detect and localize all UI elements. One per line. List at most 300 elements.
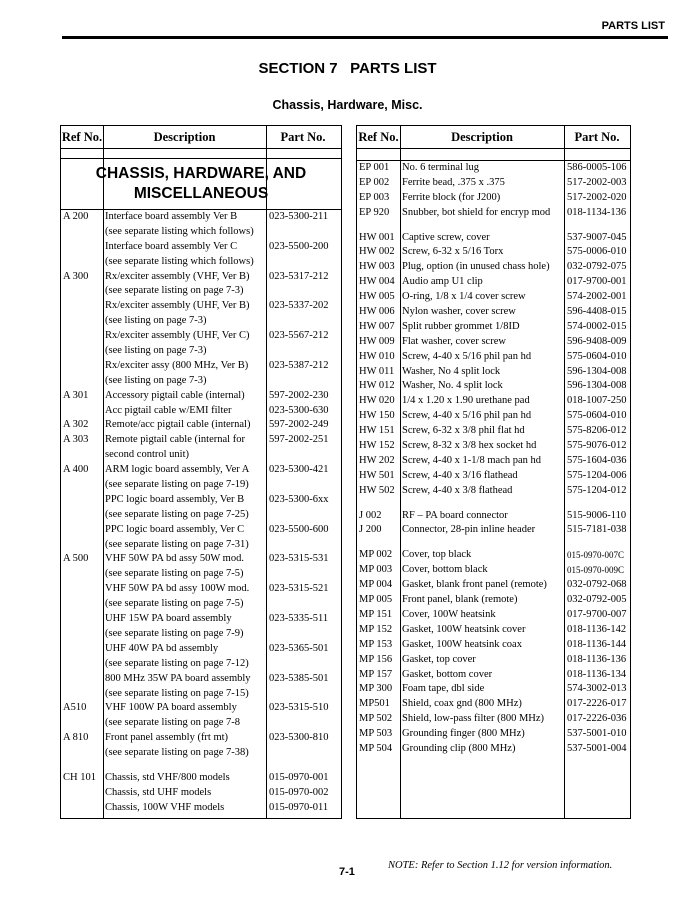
description-cell: (see separate listing on page 7-8	[105, 717, 240, 729]
description-cell: Front panel assembly (frt mt)	[105, 732, 229, 744]
description-cell: Screw, 6-32 x 5/16 Torx	[402, 246, 504, 258]
table-row	[61, 329, 341, 344]
ref-cell	[61, 240, 103, 255]
part-number-cell	[266, 538, 340, 553]
ref-cell	[61, 284, 103, 299]
description-cell: Acc pigtail cable w/EMI filter	[105, 404, 232, 416]
table-row	[61, 657, 341, 672]
ref-cell	[61, 329, 103, 344]
ref-cell: MP 004	[359, 579, 393, 591]
ref-cell: EP 001	[359, 162, 390, 173]
ref-cell	[61, 687, 103, 702]
ref-cell	[61, 404, 103, 419]
description-cell: Screw, 8-32 x 3/8 hex socket hd	[402, 440, 537, 452]
part-number-cell: 574-0002-015	[567, 320, 627, 332]
ref-cell: J 002	[359, 509, 382, 521]
description-cell: (see separate listing on page 7-19)	[105, 479, 249, 491]
table-row	[61, 672, 341, 687]
part-number-cell: 575-8206-012	[567, 425, 627, 437]
description-cell: (see separate listing on page 7-38)	[105, 747, 249, 759]
table-row	[61, 508, 341, 523]
table-row	[61, 612, 341, 627]
description-cell: Grounding clip (800 MHz)	[402, 742, 516, 754]
part-number-cell: 023-5315-521	[269, 583, 329, 595]
ref-cell: A 303	[63, 434, 89, 446]
ref-cell	[61, 612, 103, 627]
description-cell: Gasket, bottom cover	[402, 668, 493, 680]
description-cell: second control unit)	[105, 449, 189, 461]
section-title: SECTION 7 PARTS LIST	[258, 60, 437, 77]
ref-cell: MP 504	[359, 742, 393, 754]
description-cell: Foam tape, dbl side	[402, 683, 485, 695]
table-row	[61, 552, 341, 567]
part-number-cell: 023-5500-600	[269, 523, 329, 535]
table-row	[357, 305, 630, 320]
part-number-cell: 537-5001-010	[567, 728, 627, 740]
part-number-cell: 575-0604-010	[567, 410, 627, 422]
table-row	[357, 409, 630, 424]
description-cell: Washer, No. 4 split lock	[402, 380, 503, 392]
table-row	[357, 638, 630, 653]
ref-cell: MP501	[359, 698, 390, 710]
part-number-cell: 023-5337-202	[269, 300, 329, 312]
part-number-cell	[266, 597, 340, 612]
table-row	[61, 627, 341, 642]
ref-cell: MP 502	[359, 713, 393, 725]
table-row	[61, 493, 341, 508]
part-number-cell: 017-9700-001	[567, 276, 627, 288]
table-row	[61, 801, 341, 816]
parts-table-left	[60, 125, 342, 819]
row-spacer	[61, 761, 341, 771]
table-body	[61, 210, 341, 816]
table-row	[357, 161, 630, 176]
table-row	[61, 418, 341, 433]
part-number-cell: 023-5387-212	[269, 359, 329, 371]
ref-cell: A 200	[63, 211, 89, 222]
parts-table-right	[356, 125, 631, 819]
description-cell: Chassis, 100W VHF models	[105, 801, 225, 813]
part-number-cell: 015-0970-007C	[567, 550, 624, 561]
description-cell: Cover, top black	[402, 549, 472, 561]
table-row	[61, 270, 341, 285]
desc-header: Description	[451, 129, 513, 144]
description-cell: Screw, 6-32 x 3/8 phil flat hd	[402, 425, 525, 437]
table-row	[61, 746, 341, 761]
table-row	[61, 374, 341, 389]
ref-cell: HW 020	[359, 395, 395, 407]
description-cell: Split rubber grommet 1/8ID	[402, 320, 520, 332]
ref-cell	[61, 314, 103, 329]
part-number-cell	[266, 687, 340, 702]
table-row	[61, 404, 341, 419]
page-number: 7-1	[339, 866, 355, 878]
description-cell: Connector, 28-pin inline header	[402, 524, 536, 536]
ref-cell: MP 152	[359, 623, 393, 635]
part-number-cell: 596-4408-015	[567, 306, 627, 318]
description-cell: VHF 50W PA bd assy 50W mod.	[105, 553, 244, 565]
table-row	[357, 176, 630, 191]
description-cell: Rx/exciter assembly (UHF, Ver C)	[105, 330, 250, 342]
description-cell: (see separate listing on page 7-3)	[105, 285, 244, 297]
table-body	[357, 161, 630, 757]
description-cell: Chassis, std VHF/800 models	[105, 771, 230, 783]
ref-cell: HW 150	[359, 410, 395, 422]
table-header	[357, 126, 630, 149]
table-row	[357, 697, 630, 712]
description-cell: (see listing on page 7-3)	[105, 345, 207, 357]
part-number-cell: 015-0970-001	[269, 771, 329, 783]
table-row	[61, 523, 341, 538]
part-number-cell: 018-1007-250	[567, 395, 627, 407]
part-number-cell: 515-7181-038	[567, 524, 627, 536]
ref-cell	[61, 672, 103, 687]
part-number-cell	[266, 746, 340, 761]
ref-cell: HW 501	[359, 469, 395, 481]
ref-cell: HW 003	[359, 261, 395, 273]
ref-cell	[61, 359, 103, 374]
part-number-cell: 537-9007-045	[567, 231, 627, 243]
part-number-cell	[266, 567, 340, 582]
table-row	[357, 245, 630, 260]
ref-cell	[61, 642, 103, 657]
ref-cell: MP 157	[359, 668, 393, 680]
part-number-cell: 023-5300-6xx	[269, 493, 329, 505]
description-cell: Rx/exciter assy (800 MHz, Ver B)	[105, 359, 249, 371]
part-number-cell: 018-1136-136	[567, 653, 627, 665]
ref-cell	[61, 523, 103, 538]
description-cell: (see separate listing on page 7-31)	[105, 538, 249, 550]
part-number-cell: 017-2226-036	[567, 713, 627, 725]
part-number-cell: 597-2002-230	[269, 389, 329, 401]
description-cell: Rx/exciter assembly (VHF, Ver B)	[105, 270, 250, 282]
ref-cell: HW 010	[359, 350, 395, 362]
description-cell: Flat washer, cover screw	[402, 335, 506, 347]
table-row	[61, 642, 341, 657]
part-header: Part No.	[574, 129, 620, 144]
part-number-cell: 018-1136-142	[567, 623, 627, 635]
table-row	[357, 593, 630, 608]
ref-cell: MP 005	[359, 594, 393, 606]
table-row	[357, 394, 630, 409]
description-cell: (see listing on page 7-3)	[105, 374, 207, 386]
description-cell: Ferrite bead, .375 x .375	[402, 176, 505, 188]
part-number-cell: 597-2002-251	[269, 434, 329, 446]
part-number-cell: 023-5315-510	[269, 702, 329, 714]
desc-header: Description	[153, 129, 216, 144]
description-cell: (see separate listing which follows)	[105, 225, 254, 237]
ref-cell	[61, 582, 103, 597]
part-number-cell: 023-5300-211	[269, 211, 329, 222]
table-row	[357, 523, 630, 538]
ref-cell: EP 002	[359, 176, 390, 188]
description-cell: Gasket, blank front panel (remote)	[402, 579, 547, 591]
ref-cell: HW 502	[359, 484, 395, 496]
ref-cell: MP 002	[359, 549, 393, 561]
part-number-cell: 023-5385-501	[269, 672, 329, 684]
table-row	[61, 597, 341, 612]
part-number-cell	[266, 627, 340, 642]
ref-header: Ref No.	[61, 129, 103, 144]
part-number-cell: 023-5567-212	[269, 330, 329, 342]
table-row	[357, 563, 630, 578]
description-cell: Screw, 4-40 x 3/16 flathead	[402, 469, 518, 481]
part-number-cell	[266, 374, 340, 389]
part-number-cell	[266, 448, 340, 463]
part-number-cell: 032-0792-005	[567, 594, 627, 606]
part-number-cell	[266, 284, 340, 299]
description-cell: Front panel, blank (remote)	[402, 594, 518, 606]
ref-cell	[61, 508, 103, 523]
table-row	[61, 771, 341, 786]
table-row	[357, 712, 630, 727]
part-number-cell: 032-0792-075	[567, 261, 627, 273]
description-cell: Cover, 100W heatsink	[402, 608, 496, 620]
ref-cell: A 400	[63, 464, 89, 476]
part-number-cell: 032-0792-068	[567, 579, 627, 591]
description-cell: PPC logic board assembly, Ver C	[105, 523, 245, 535]
table-row	[61, 716, 341, 731]
ref-cell: A 810	[63, 732, 89, 744]
description-cell: Shield, coax gnd (800 MHz)	[402, 698, 522, 710]
table-row	[357, 727, 630, 742]
table-row	[357, 454, 630, 469]
ref-cell	[61, 374, 103, 389]
description-cell: Gasket, top cover	[402, 653, 476, 665]
ref-cell: HW 151	[359, 425, 395, 437]
table-row	[357, 509, 630, 524]
table-row	[61, 582, 341, 597]
table-row	[61, 389, 341, 404]
part-number-cell	[266, 225, 340, 240]
part-number-cell	[266, 657, 340, 672]
part-number-cell: 574-2002-001	[567, 291, 627, 303]
running-header: PARTS LIST	[601, 20, 665, 32]
ref-cell: HW 005	[359, 291, 395, 303]
description-cell: Remote/acc pigtail cable (internal)	[105, 419, 251, 431]
table-row	[357, 424, 630, 439]
table-row	[61, 284, 341, 299]
table-row	[357, 191, 630, 206]
table-row	[61, 255, 341, 270]
ref-cell: HW 202	[359, 454, 395, 466]
part-number-cell: 023-5300-810	[269, 732, 329, 744]
description-cell: (see separate listing on page 7-25)	[105, 508, 249, 520]
ref-cell	[61, 786, 103, 801]
table-row	[61, 210, 341, 225]
part-number-cell: 515-9006-110	[567, 509, 627, 521]
ref-cell: EP 920	[359, 206, 390, 218]
ref-cell: CH 101	[63, 771, 96, 783]
ref-cell	[61, 716, 103, 731]
description-cell: (see separate listing on page 7-9)	[105, 627, 244, 639]
ref-cell: A 302	[63, 419, 89, 431]
table-row	[357, 231, 630, 246]
ref-cell	[61, 255, 103, 270]
table-row	[357, 548, 630, 563]
table-row	[61, 538, 341, 553]
table-row	[357, 623, 630, 638]
part-number-cell	[266, 478, 340, 493]
category-heading-line2: MISCELLANEOUS	[133, 185, 269, 202]
table-row	[357, 682, 630, 697]
table-row	[357, 379, 630, 394]
row-spacer	[357, 499, 630, 509]
table-row	[61, 433, 341, 448]
description-cell: Grounding finger (800 MHz)	[402, 728, 525, 740]
ref-cell: MP 153	[359, 638, 393, 650]
part-number-cell: 023-5300-630	[269, 404, 329, 416]
table-row	[357, 668, 630, 683]
table-row	[357, 653, 630, 668]
table-row	[357, 290, 630, 305]
header-rule	[62, 36, 668, 39]
ref-cell: MP 300	[359, 683, 393, 695]
header-spacer	[357, 149, 630, 161]
table-row	[357, 275, 630, 290]
footer-note: NOTE: Refer to Section 1.12 for version information.	[388, 860, 613, 871]
description-cell: (see separate listing on page 7-15)	[105, 687, 249, 699]
ref-cell	[61, 478, 103, 493]
description-cell: Chassis, std UHF models	[105, 786, 212, 798]
part-number-cell: 023-5317-212	[269, 270, 329, 282]
part-header: Part No.	[280, 129, 326, 144]
part-number-cell	[266, 314, 340, 329]
table-row	[61, 731, 341, 746]
ref-cell: A 500	[63, 553, 89, 565]
description-cell: O-ring, 1/8 x 1/4 cover screw	[402, 291, 526, 303]
part-number-cell: 015-0970-002	[269, 786, 329, 798]
ref-cell: HW 012	[359, 380, 395, 392]
row-spacer	[357, 538, 630, 548]
table-row	[357, 206, 630, 221]
ref-cell: MP 156	[359, 653, 393, 665]
ref-cell	[61, 657, 103, 672]
description-cell: UHF 40W PA bd assembly	[105, 642, 219, 654]
description-cell: Audio amp U1 clip	[402, 276, 483, 288]
table-row	[61, 299, 341, 314]
part-number-cell: 023-5335-511	[269, 613, 329, 625]
part-number-cell: 023-5300-421	[269, 464, 329, 476]
table-row	[357, 742, 630, 757]
ref-cell	[61, 344, 103, 359]
description-cell: (see separate listing on page 7-5)	[105, 598, 244, 610]
ref-cell	[61, 627, 103, 642]
ref-cell: EP 003	[359, 191, 390, 203]
part-number-cell: 575-1204-012	[567, 484, 627, 496]
description-cell: Screw, 4-40 x 1-1/8 mach pan hd	[402, 454, 541, 466]
description-cell: Rx/exciter assembly (UHF, Ver B)	[105, 300, 250, 312]
description-cell: Screw, 4-40 x 5/16 phil pan hd	[402, 350, 532, 362]
part-number-cell: 018-1134-136	[567, 206, 627, 218]
table-row	[61, 463, 341, 478]
description-cell: (see separate listing which follows)	[105, 255, 254, 267]
table-row	[357, 608, 630, 623]
table-row	[357, 320, 630, 335]
description-cell: Captive screw, cover	[402, 231, 490, 243]
table-row	[357, 439, 630, 454]
description-cell: UHF 15W PA board assembly	[105, 613, 232, 625]
ref-cell: A 300	[63, 270, 89, 282]
description-cell: 800 MHz 35W PA board assembly	[105, 672, 251, 684]
ref-cell	[61, 538, 103, 553]
ref-cell: HW 011	[359, 365, 395, 377]
part-number-cell	[266, 716, 340, 731]
description-cell: VHF 100W PA board assembly	[105, 702, 237, 714]
ref-cell: MP 003	[359, 564, 393, 576]
table-row	[61, 359, 341, 374]
description-cell: (see separate listing on page 7-12)	[105, 657, 249, 669]
part-number-cell: 017-9700-007	[567, 608, 627, 620]
table-row	[61, 314, 341, 329]
part-number-cell: 586-0005-106	[567, 162, 627, 173]
table-row	[61, 687, 341, 702]
description-cell: Nylon washer, cover screw	[402, 306, 516, 318]
description-cell: Interface board assembly Ver B	[105, 211, 238, 222]
ref-cell	[61, 597, 103, 612]
table-row	[61, 344, 341, 359]
description-cell: RF – PA board connector	[402, 509, 508, 521]
part-number-cell: 575-1204-006	[567, 469, 627, 481]
part-number-cell: 596-9408-009	[567, 335, 627, 347]
table-row	[61, 786, 341, 801]
part-number-cell	[266, 508, 340, 523]
ref-cell	[61, 746, 103, 761]
ref-cell: HW 009	[359, 335, 395, 347]
description-cell: (see listing on page 7-3)	[105, 315, 207, 327]
description-cell: Snubber, bot shield for encryp mod	[402, 206, 551, 218]
ref-cell	[61, 801, 103, 816]
description-cell: Gasket, 100W heatsink coax	[402, 638, 522, 650]
description-cell: Gasket, 100W heatsink cover	[402, 623, 526, 635]
ref-cell	[61, 567, 103, 582]
ref-cell: MP 503	[359, 728, 393, 740]
description-cell: (see separate listing on page 7-5)	[105, 568, 244, 580]
ref-cell: HW 006	[359, 306, 395, 318]
row-spacer	[357, 221, 630, 231]
table-row	[357, 350, 630, 365]
description-cell: Ferrite block (for J200)	[402, 191, 501, 203]
description-cell: Plug, option (in unused chass hole)	[402, 261, 550, 273]
category-heading-line1: CHASSIS, HARDWARE, AND	[95, 165, 307, 182]
part-number-cell: 023-5500-200	[269, 240, 329, 252]
part-number-cell: 023-5315-531	[269, 553, 329, 565]
part-number-cell: 574-3002-013	[567, 683, 627, 695]
ref-cell: HW 001	[359, 231, 395, 243]
part-number-cell: 596-1304-008	[567, 365, 627, 377]
ref-cell: A510	[63, 702, 87, 714]
part-number-cell: 517-2002-020	[567, 191, 627, 203]
ref-cell	[61, 493, 103, 508]
part-number-cell	[266, 344, 340, 359]
description-cell: Interface board assembly Ver C	[105, 240, 238, 252]
table-row	[357, 335, 630, 350]
table-row	[357, 365, 630, 380]
description-cell: ARM logic board assembly, Ver A	[105, 464, 250, 476]
section-subtitle: Chassis, Hardware, Misc.	[272, 98, 423, 112]
table-row	[61, 567, 341, 582]
part-number-cell: 575-9076-012	[567, 440, 627, 452]
table-row	[61, 701, 341, 716]
part-number-cell: 517-2002-003	[567, 176, 627, 188]
ref-cell: A 301	[63, 389, 89, 401]
part-number-cell: 596-1304-008	[567, 380, 627, 392]
part-number-cell: 575-1604-036	[567, 454, 627, 466]
description-cell: Accessory pigtail cable (internal)	[105, 389, 245, 401]
ref-cell	[61, 225, 103, 240]
ref-header: Ref No.	[358, 129, 399, 144]
table-row	[357, 260, 630, 275]
